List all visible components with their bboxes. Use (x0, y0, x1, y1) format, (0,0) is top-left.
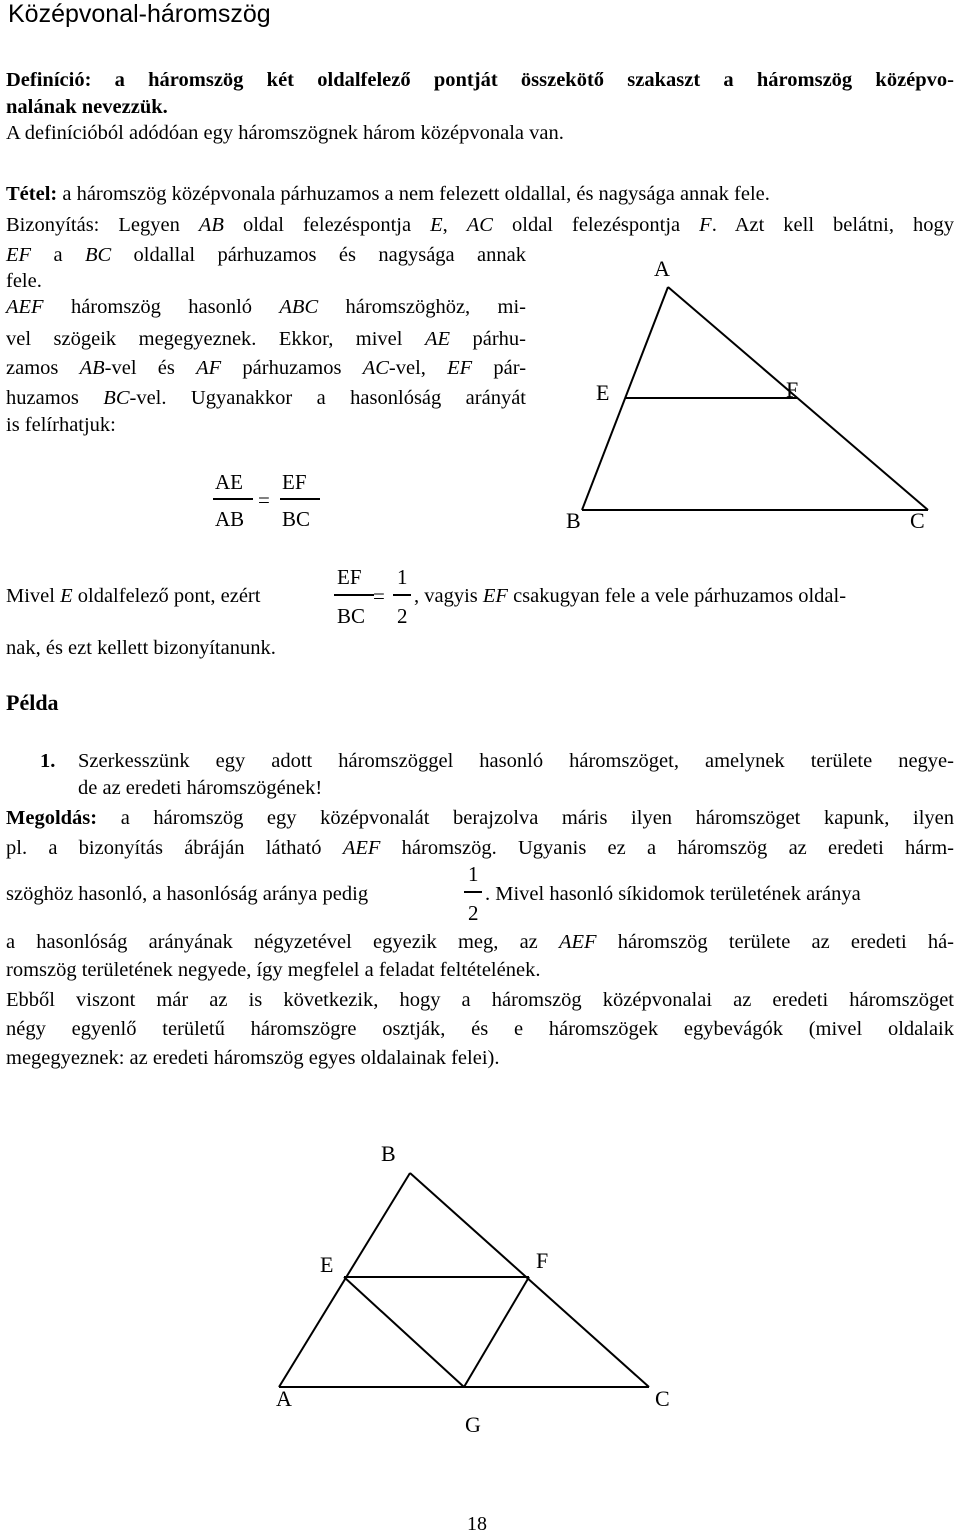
fig2-midline-fg (464, 1277, 529, 1387)
fig2-label-b: B (381, 1141, 396, 1166)
solution-line-5: romszög területének negyede, így megfelel a feladat feltételének. (6, 959, 541, 981)
solution-line-4: a hasonlóság arányának négyzetével egyezik meg, az AEF háromszög területe az eredeti há- (6, 931, 954, 953)
task-line-2: de az eredeti háromszögének! (78, 777, 323, 799)
definition-text-1: a háromszög két oldalfelező pontját összekötő szakaszt a háromszög középvo- (114, 69, 955, 91)
proof-line-3: fele. (6, 270, 42, 292)
solution-line-6: Ebből viszont már az is következik, hogy a háromszög középvonalai az eredeti háromszöget (6, 989, 954, 1011)
task-line-1: Szerkesszünk egy adott háromszöggel hasonló háromszöget, amelynek területe negye- (78, 750, 954, 772)
conclusion-bar-2 (393, 594, 411, 596)
definition-label: Definíció: (6, 69, 92, 91)
solution-label: Megoldás: (6, 807, 98, 829)
ratio-num-2: EF (282, 470, 307, 494)
solution-line-3a: szöghöz hasonló, a hasonlóság aránya pedig (6, 883, 369, 905)
proof-line-5: vel szögeik megegyeznek. Ekkor, mivel AE párhu- (6, 328, 526, 350)
fig1-label-c: C (910, 508, 925, 533)
fig1-label-a: A (654, 256, 670, 281)
example-heading: Példa (6, 690, 59, 715)
ratio-den-2: BC (282, 507, 311, 531)
ratio-num-1: AE (215, 470, 243, 494)
fig1-label-f: F (786, 377, 799, 402)
conclusion-den: BC (337, 604, 366, 628)
solution-one: 1 (468, 862, 479, 886)
conclusion-eq: = (373, 584, 385, 608)
fig2-label-g: G (465, 1412, 481, 1437)
conclusion-line-1a: Mivel E oldalfelező pont, ezért (6, 585, 261, 607)
proof-line-7: huzamos BC-vel. Ugyanakkor a hasonlóság arányát (6, 387, 527, 409)
proof-line-8: is felírhatjuk: (6, 414, 116, 436)
page-title: Középvonal-háromszög (8, 0, 271, 28)
fig2-label-f: F (536, 1248, 549, 1273)
solution-line-8: megegyeznek: az eredeti háromszög egyes oldalainak felei). (6, 1047, 500, 1069)
fig2-label-e: E (320, 1252, 334, 1277)
solution-line-7: négy egyenlő területű háromszögre osztják, és e háromszögek egybevágók (mivel oldalaik (6, 1018, 954, 1040)
theorem: Tétel: a háromszög középvonala párhuzamos a nem felezett oldallal, és nagysága annak fele. (6, 183, 770, 205)
page-number: 18 (467, 1513, 487, 1535)
conclusion-one: 1 (397, 565, 408, 589)
solution-bar (464, 891, 482, 893)
conclusion-line-2: nak, és ezt kellett bizonyítanunk. (6, 637, 276, 659)
fig2-label-a: A (276, 1386, 292, 1411)
fig2-side-ab (279, 1173, 410, 1387)
fig2-midline-eg (344, 1277, 464, 1387)
proof-line-2: EF a BC oldallal párhuzamos és nagysága annak (6, 244, 526, 266)
definition-note: A definícióból adódóan egy háromszögnek három középvonala van. (6, 122, 564, 144)
conclusion-num: EF (337, 565, 362, 589)
ratio-den-1: AB (215, 507, 245, 531)
definition-line-2: nalának nevezzük. (6, 96, 168, 118)
solution-line-1: Megoldás: a háromszög egy középvonalát berajzolva máris ilyen háromszöget kapunk, ilyen (6, 807, 954, 829)
fig2-side-bc (410, 1173, 649, 1387)
ratio-eq: = (258, 488, 270, 512)
solution-line-3b: . Mivel hasonló síkidomok területének aránya (485, 883, 861, 905)
example-number: 1. (40, 750, 56, 772)
solution-line-2: pl. a bizonyítás ábráján látható AEF háromszög. Ugyanis ez a háromszög az eredeti hárm- (6, 837, 954, 859)
proof-line-6: zamos AB-vel és AF párhuzamos AC-vel, EF pár- (6, 357, 527, 379)
conclusion-bar-1 (334, 594, 374, 596)
fig1-label-e: E (596, 380, 610, 405)
conclusion-two: 2 (397, 604, 408, 628)
fig2-label-c: C (655, 1386, 670, 1411)
proof-line-4: AEF háromszög hasonló ABC háromszöghöz, mi- (6, 296, 526, 318)
solution-two: 2 (468, 901, 479, 925)
proof-line-1: Bizonyítás: Legyen AB oldal felezéspontja E, AC oldal felezéspontja F. Azt kell belátni, hogy (6, 214, 954, 236)
fig1-label-b: B (566, 508, 581, 533)
conclusion-line-1b: , vagyis EF csakugyan fele a vele párhuzamos oldal- (414, 585, 847, 607)
theorem-label: Tétel: (6, 183, 58, 205)
